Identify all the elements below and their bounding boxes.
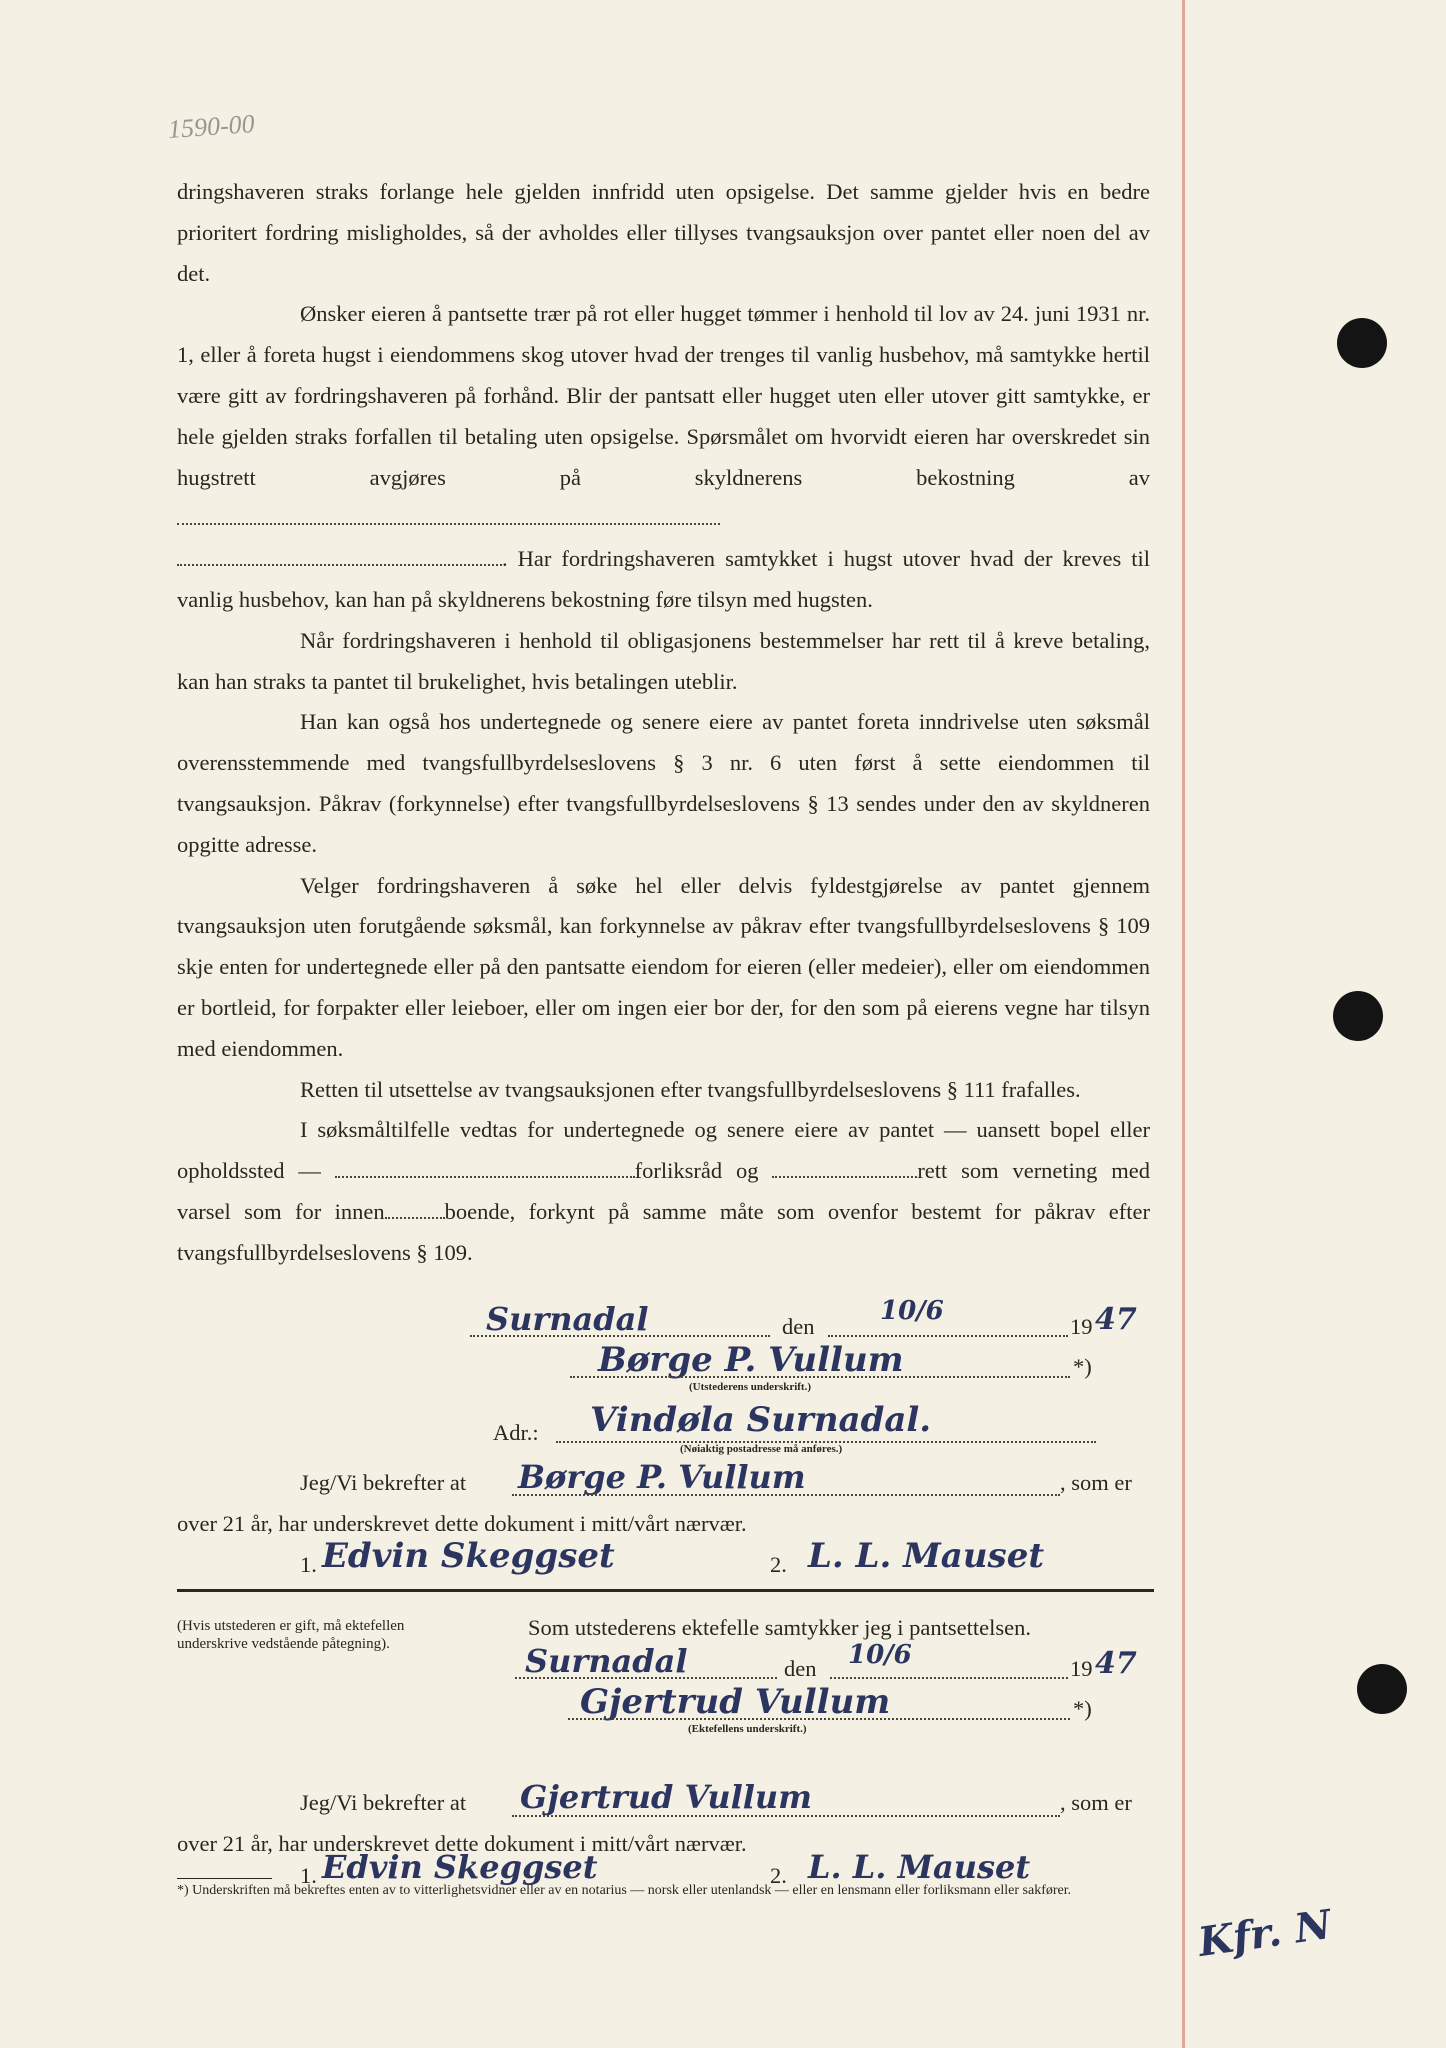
paragraph-4: Når fordringshaveren i henhold til obligasjonens bestemmelser har rett til å kreve betaling, kan han straks ta pantet til brukelighet, hvis betalingen uteblir. bbox=[177, 627, 1150, 694]
issuer-place: Surnadal bbox=[486, 1300, 649, 1338]
punch-hole-icon bbox=[1333, 991, 1383, 1041]
spouse-place: Surnadal bbox=[525, 1642, 688, 1680]
confirmed-name: Gjertrud Vullum bbox=[520, 1778, 813, 1816]
punch-hole-icon bbox=[1337, 318, 1387, 368]
punch-hole-icon bbox=[1357, 1664, 1407, 1714]
dotted-line bbox=[568, 1718, 1070, 1720]
spouse-year: 47 bbox=[1095, 1646, 1137, 1681]
paragraph-7: Retten til utsettelse av tvangsauksjonen efter tvangsfullbyrdelseslovens § 111 frafalles. bbox=[300, 1076, 1081, 1102]
issuer-address: Vindøla Surnadal. bbox=[590, 1400, 932, 1440]
issuer-year-prefix: 19 bbox=[1070, 1314, 1093, 1339]
witness-1-signature: Edvin Skeggset bbox=[322, 1848, 598, 1886]
spouse-year-prefix: 19 bbox=[1070, 1656, 1093, 1681]
dotted-line bbox=[512, 1494, 1060, 1496]
over-21-text: over 21 år, har underskrevet dette dokument i mitt/vårt nærvær. bbox=[177, 1831, 747, 1856]
blank-field bbox=[335, 1162, 635, 1178]
paragraph-8-text-d: boende, forkynt på samme måte som ovenfor bestemt for påkrav efter tvangsfullbyrdelseslovens § 109. bbox=[177, 1198, 1150, 1265]
body-text bbox=[177, 172, 1150, 1274]
confirm-prefix: Jeg/Vi bekrefter at bbox=[300, 1470, 467, 1495]
dotted-line bbox=[515, 1677, 777, 1679]
spouse-den-label: den bbox=[784, 1656, 817, 1681]
blank-field bbox=[385, 1203, 445, 1219]
witness-1-signature: Edvin Skeggset bbox=[322, 1536, 615, 1576]
dotted-line bbox=[828, 1335, 1068, 1337]
issuer-star: *) bbox=[1073, 1354, 1092, 1379]
confirmed-name: Børge P. Vullum bbox=[518, 1458, 806, 1496]
paragraph-2 bbox=[177, 294, 1150, 539]
spouse-date: 10/6 bbox=[848, 1640, 912, 1670]
footnote: *) Underskriften må bekreftes enten av to vitterlighetsvidner eller av en notarius — norsk eller utenlandsk — eller en lensmann eller forliksmann eller sakfører. bbox=[177, 1883, 1072, 1898]
paragraph-6: Velger fordringshaveren å søke hel eller delvis fyldestgjørelse av pantet gjennem tvangsauksjon uten forutgående søksmål, kan forkynnelse av påkrav efter tvangsfullbyrdelseslovens § 109 skje enten for undertegnede eller på den pantsatte eiendom for eieren (eller medeier), eller om eiendommen er bortleid, for forpakter eller leieboer, eller om ingen eier bor der, for den som på eierens vegne har tilsyn med eiendommen. bbox=[177, 872, 1150, 1061]
witness-number-1: 1. bbox=[300, 1863, 317, 1888]
blank-field bbox=[772, 1162, 917, 1178]
confirm-suffix: , som er bbox=[1060, 1470, 1132, 1495]
red-margin-line bbox=[1182, 0, 1185, 2048]
over-21-text: over 21 år, har underskrevet dette dokument i mitt/vårt nærvær. bbox=[177, 1511, 747, 1536]
paragraph-8-text-b: forliksråd og bbox=[634, 1158, 759, 1184]
paragraph-3: . Har fordringshaveren samtykket i hugst utover hvad der kreves til vanlig husbehov, kan han på skyldnerens bekostning føre tilsyn med hugsten. bbox=[177, 546, 1150, 612]
witness-number-1: 1. bbox=[300, 1552, 317, 1577]
dotted-line bbox=[470, 1335, 770, 1337]
blank-field bbox=[177, 550, 502, 566]
paragraph-8-text-a: I søksmåltilfelle vedtas for undertegnede og senere eiere av pantet — uansett bopel eller opholdssted — bbox=[177, 1117, 1150, 1184]
footnote-rule bbox=[177, 1878, 272, 1879]
issuer-date: 10/6 bbox=[880, 1296, 944, 1326]
blank-field bbox=[177, 509, 720, 525]
confirm-suffix: , som er bbox=[1060, 1790, 1132, 1815]
spouse-consent: Som utstederens ektefelle samtykker jeg i pantsettelsen. bbox=[528, 1615, 1031, 1640]
dotted-line bbox=[830, 1677, 1068, 1679]
spouse-caption: (Ektefellens underskrift.) bbox=[688, 1723, 807, 1735]
spouse-side-note bbox=[177, 1617, 412, 1653]
witness-number-2: 2. bbox=[770, 1552, 787, 1577]
dotted-line bbox=[570, 1376, 1070, 1378]
margin-initials: Kfr. N bbox=[1195, 1900, 1335, 1967]
paragraph-8-text-c: rett som verneting med varsel som for innen bbox=[177, 1158, 1150, 1224]
witness-2-signature: L. L. Mauset bbox=[808, 1848, 1031, 1886]
address-label: Adr.: bbox=[493, 1420, 539, 1445]
confirm-prefix: Jeg/Vi bekrefter at bbox=[300, 1790, 467, 1815]
witness-2-signature: L. L. Mauset bbox=[808, 1536, 1045, 1576]
paragraph-2-text: Ønsker eieren å pantsette trær på rot eller hugget tømmer i henhold til lov av 24. juni 1931 nr. 1, eller å foreta hugst i eiendommens skog utover hvad der trenges til vanlig husbehov, må samtykke hertil være gitt av fordringshaveren på forhånd. Blir der pantsatt eller hugget uten eller utover gitt samtykke, er hele gjelden straks forfallen til betaling uten opsigelse. Spørsmålet om hvorvidt eieren har overskredet sin hugstrett avgjøres på skyldnerens bekostning av bbox=[177, 301, 1150, 490]
dotted-line bbox=[512, 1815, 1060, 1817]
issuer-year: 47 bbox=[1095, 1302, 1137, 1337]
paragraph-3-text: Har fordringshaveren samtykket i hugst utover hvad der kreves til vanlig husbehov, kan han på skyldnerens bekostning føre tilsyn med hugsten. bbox=[177, 546, 1150, 612]
paragraph-1: dringshaveren straks forlange hele gjelden innfridd uten opsigelse. Det samme gjelder hvis en bedre prioritert fordring misligholdes, så der avholdes eller tillyses tvangsauksjon over pantet eller noen del av det. bbox=[177, 179, 1150, 286]
side-note-text: (Hvis utstederen er gift, må ektefellen underskrive vedstående påtegning). bbox=[177, 1618, 405, 1652]
section-rule bbox=[177, 1589, 1154, 1592]
spouse-star: *) bbox=[1073, 1696, 1092, 1721]
issuer-signature: Børge P. Vullum bbox=[598, 1340, 904, 1380]
witness-number-2: 2. bbox=[770, 1863, 787, 1888]
pencil-note: 1590-00 bbox=[167, 109, 256, 144]
address-caption: (Nøiaktig postadresse må anføres.) bbox=[680, 1443, 843, 1455]
issuer-caption: (Utstederens underskrift.) bbox=[689, 1381, 812, 1393]
paragraph-8 bbox=[177, 1110, 1150, 1273]
spouse-signature: Gjertrud Vullum bbox=[580, 1682, 891, 1722]
issuer-den-label: den bbox=[782, 1314, 815, 1339]
paragraph-5: Han kan også hos undertegnede og senere eiere av pantet foreta inndrivelse uten søksmål overensstemmende med tvangsfullbyrdelseslovens § 3 nr. 6 uten først å sette eiendommen til tvangsauksjon. Påkrav (forkynnelse) efter tvangsfullbyrdelseslovens § 13 sendes under den av skyldneren opgitte adresse. bbox=[177, 709, 1150, 857]
